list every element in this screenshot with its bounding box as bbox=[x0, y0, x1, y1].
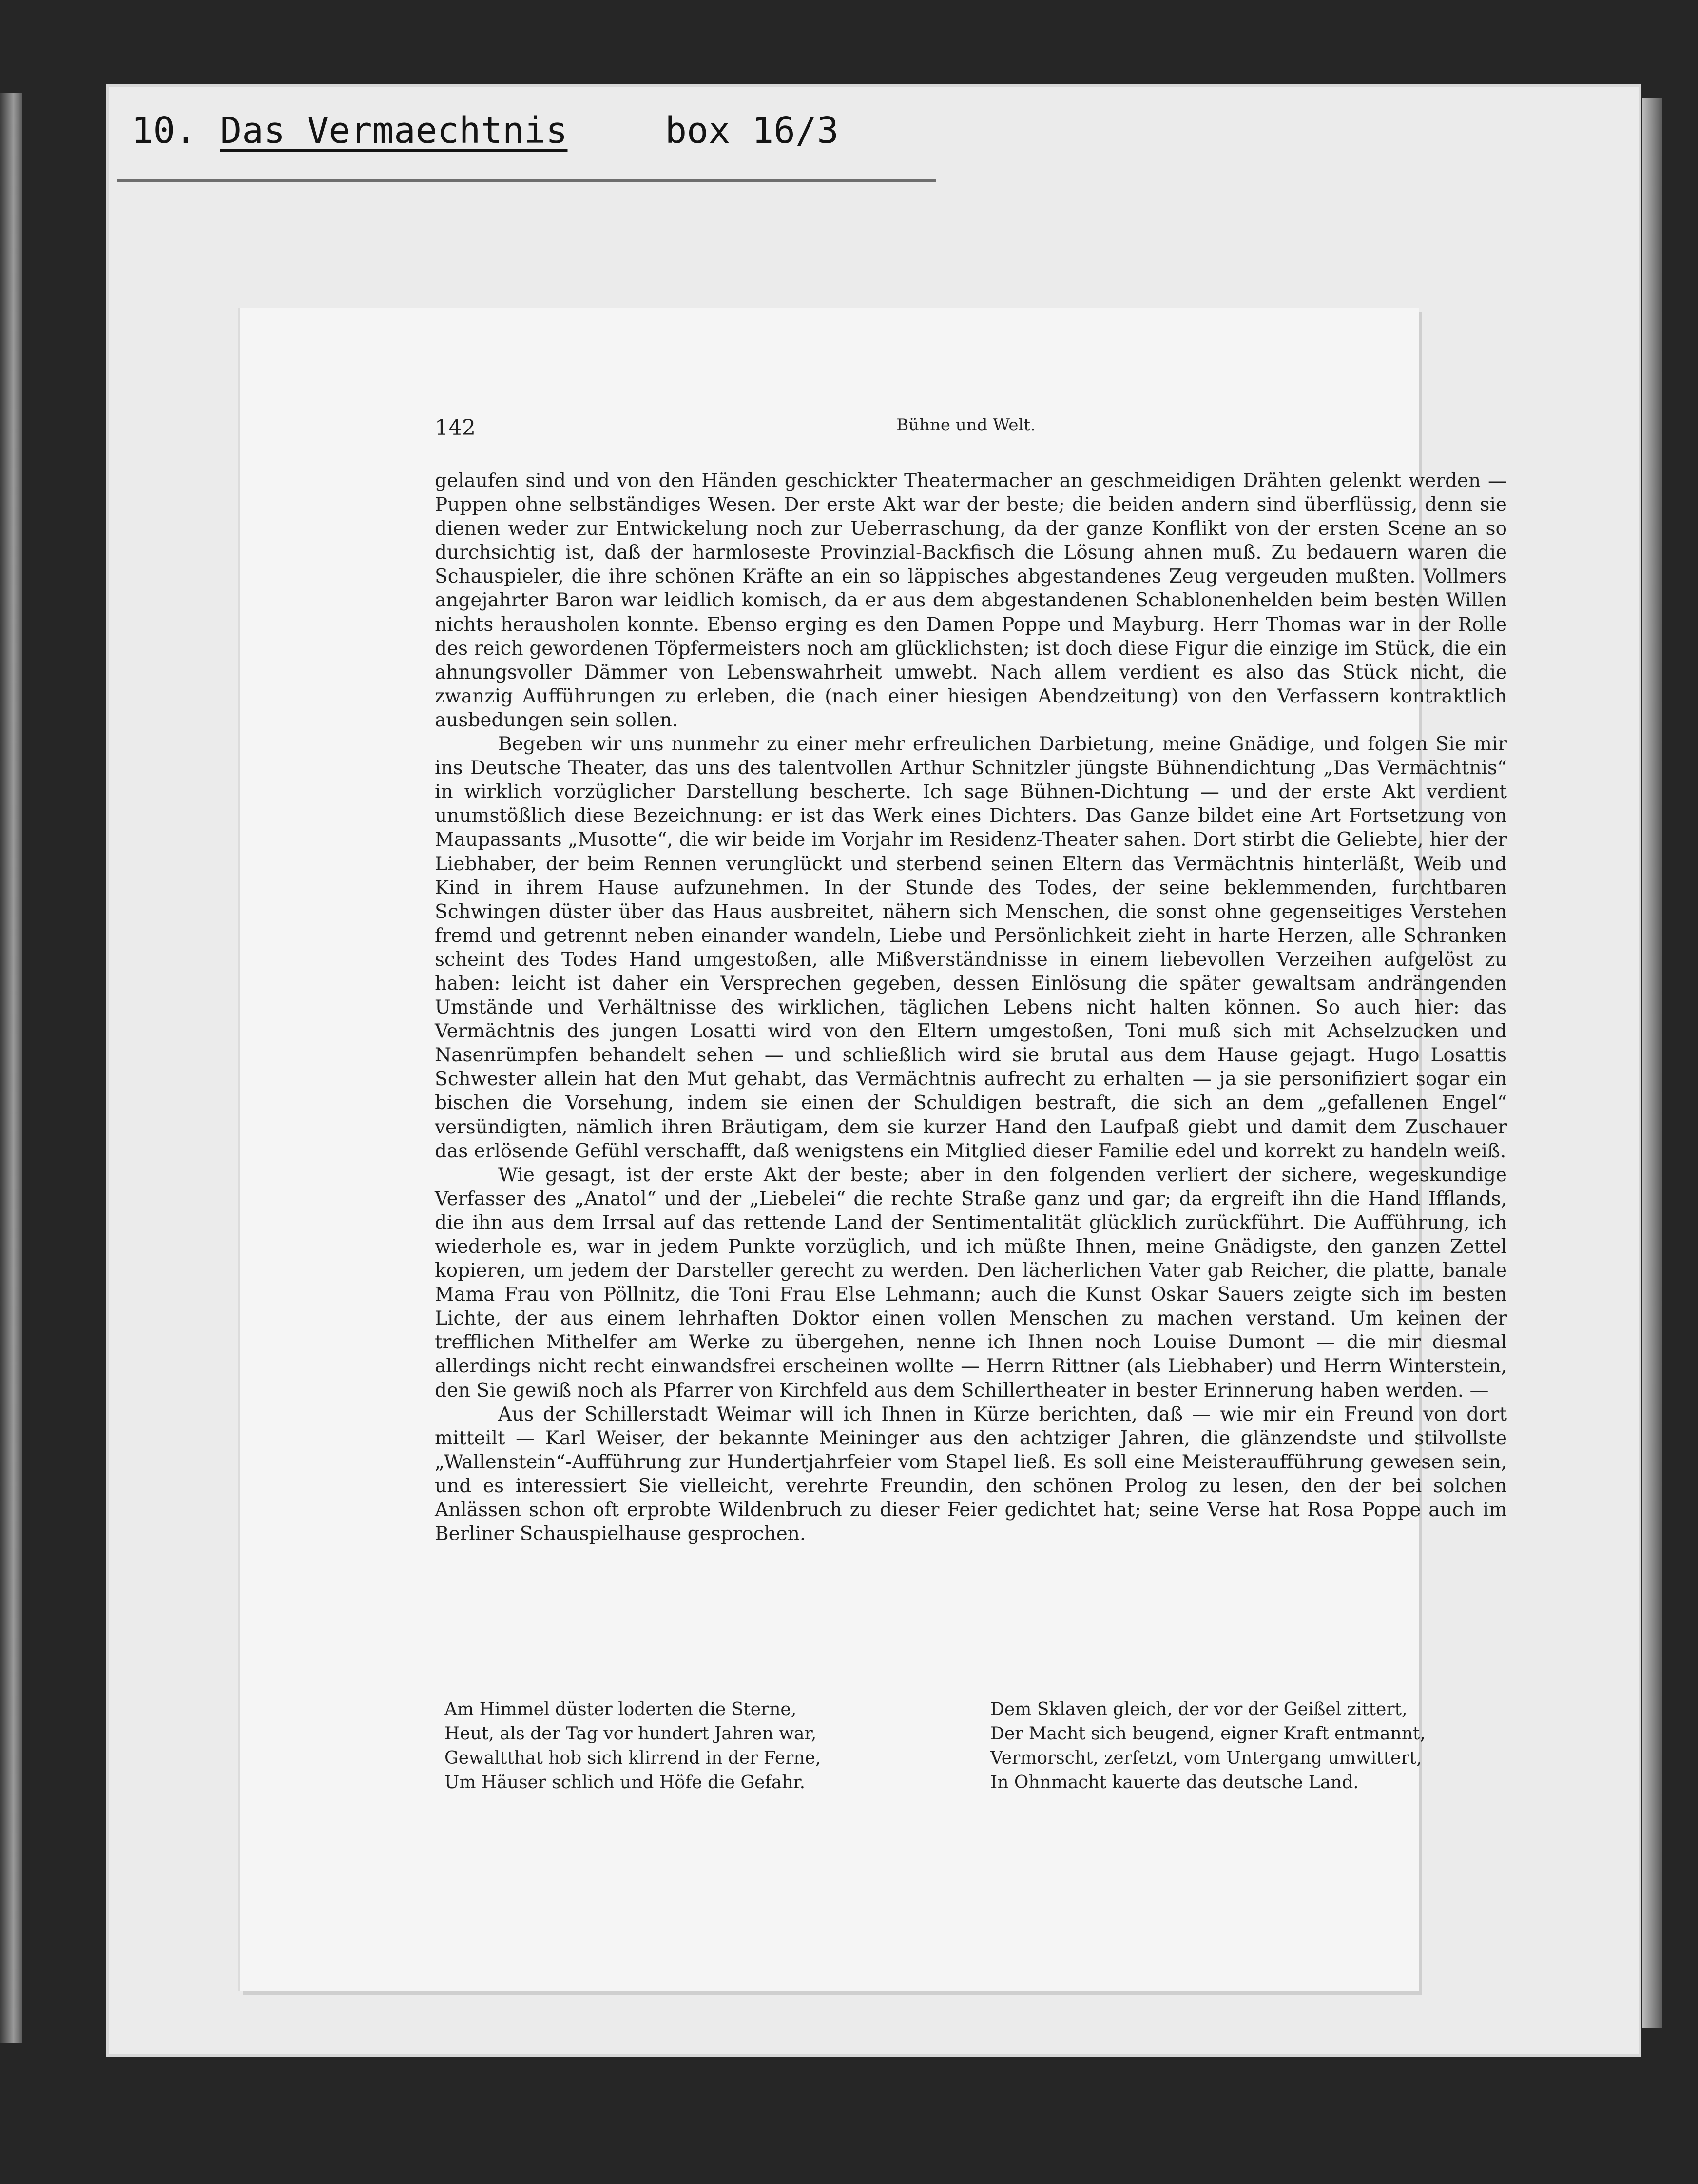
paragraph: Wie gesagt, ist der erste Akt der beste; aber in den folgenden verliert der sichere, wegeskundige Verfasser des „Anatol“ und der „Liebelei“ die rechte Straße ganz und gar; da ergreift ihn die Hand Ifflands, die ihn aus dem Irrsal auf das rettende Land der Sentimentalität glücklich zurückführt. Die Aufführung, ich wiederhole es, war in jedem Punkte vorzüglich, und ich müßte Ihnen, meine Gnädigste, den ganzen Zettel kopieren, um jedem der Darsteller gerecht zu werden. Den lächerlichen Vater gab Reicher, die platte, banale Mama Frau von Pöllnitz, die Toni Frau Else Lehmann; auch die Kunst Oskar Sauers zeigte sich im besten Lichte, der aus einem lehrhaften Doktor einen vollen Menschen zu machen verstand. Um keinen der trefflichen Mithelfer am Werke zu übergehen, nenne ich Ihnen noch Louise Dumont — die mir diesmal allerdings nicht recht einwandsfrei erscheinen wollte — Herrn Rittner (als Liebhaber) und Herrn Winterstein, den Sie gewiß noch als Pfarrer von Kirchfeld aus dem Schillertheater in bester Erinnerung haben werden. — bbox=[435, 1164, 1507, 1402]
paragraph: Begeben wir uns nunmehr zu einer mehr erfreulichen Darbietung, meine Gnädige, und folgen Sie mir ins Deutsche Theater, das uns des talentvollen Arthur Schnitzler jüngste Bühnendichtung „Das Vermächtnis“ in wirklich vorzüglicher Darstellung bescherte. Ich sage Bühnen-Dichtung — und der erste Akt verdient unumstößlich diese Bezeichnung: er ist das Werk eines Dichters. Das Ganze bildet eine Art Fortsetzung von Maupassants „Musotte“, die wir beide im Vorjahr im Residenz-Theater sahen. Dort stirbt die Geliebte, hier der Liebhaber, der beim Rennen verunglückt und sterbend seinen Eltern das Vermächtnis hinterläßt, Weib und Kind in ihrem Hause aufzunehmen. In der Stunde des Todes, der seine beklemmenden, furchtbaren Schwingen düster über das Haus ausbreitet, nähern sich Menschen, die sonst ohne gegenseitiges Verstehen fremd und getrennt neben einander wandeln, Liebe und Persönlichkeit zieht in harte Herzen, alle Schranken scheint des Todes Hand umgestoßen, alle Mißverständnisse in einem liebevollen Verzeihen aufgelöst zu haben: leicht ist daher ein Versprechen gegeben, dessen Einlösung die später gewaltsam andrängenden Umstände und Verhältnisse des wirklichen, täglichen Lebens nicht halten können. So auch hier: das Vermächtnis des jungen Losatti wird von den Eltern umgestoßen, Toni muß sich mit Achselzucken und Nasenrümpfen behandelt sehen — und schließlich wird sie brutal aus dem Hause gejagt. Hugo Losattis Schwester allein hat den Mut gehabt, das Vermächtnis aufrecht zu erhalten — ja sie personifiziert sogar ein bischen die Vorsehung, indem sie einen der Schuldigen bestraft, die sich an dem „gefallenen Engel“ versündigten, nämlich ihren Bräutigam, dem sie kurzer Hand den Laufpaß giebt und damit dem Zuschauer das erlösende Gefühl verschafft, daß wenigstens ein Mitglied dieser Familie edel und korrekt zu handeln weiß. bbox=[435, 733, 1507, 1162]
header-rule bbox=[117, 179, 936, 182]
article-body bbox=[435, 469, 1507, 1546]
running-head bbox=[435, 415, 1497, 445]
folder-edge-shadow bbox=[1642, 98, 1662, 2028]
poem-line: In Ohnmacht kauerte das deutsche Land. bbox=[990, 1773, 1359, 1793]
paragraph: Aus der Schillerstadt Weimar will ich Ihnen in Kürze berichten, daß — wie mir ein Freund von dort mitteilt — Karl Weiser, der bekannte Meininger aus den achtziger Jahren, die glänzendste und stilvollste „Wallenstein“-Aufführung zur Hundertjahrfeier vom Stapel ließ. Es soll eine Meisteraufführung gewesen sein, und es interessiert Sie vielleicht, verehrte Freundin, den schönen Prolog zu lesen, den der bei solchen Anlässen schon oft erprobte Wildenbruch zu dieser Feier gedichtet hat; seine Verse hat Rosa Poppe auch im Berliner Schauspielhause gesprochen. bbox=[435, 1403, 1507, 1545]
poem-line: Heut, als der Tag vor hundert Jahren war, bbox=[444, 1724, 817, 1744]
folder-number: 10. bbox=[132, 110, 197, 152]
folder-title: Das Vermaechtnis bbox=[220, 110, 568, 152]
poem-line: Der Macht sich beugend, eigner Kraft entmannt, bbox=[990, 1724, 1426, 1744]
prolog-poem bbox=[435, 1697, 1507, 1824]
newspaper-clipping bbox=[240, 308, 1507, 1991]
poem-stanza-right bbox=[990, 1697, 1502, 1795]
poem-line: Am Himmel düster loderten die Sterne, bbox=[444, 1699, 797, 1719]
poem-line: Um Häuser schlich und Höfe die Gefahr. bbox=[444, 1773, 806, 1793]
paragraph: gelaufen sind und von den Händen geschickter Theatermacher an geschmeidigen Drähten gelenkt werden — Puppen ohne selbständiges Wesen. Der erste Akt war der beste; die beiden andern sind überflüssig, denn sie dienen weder zur Entwickelung noch zur Ueberraschung, da der ganze Konflikt von der ersten Scene an so durchsichtig ist, daß der harmloseste Provinzial-Backfisch die Lösung ahnen muß. Zu bedauern waren die Schauspieler, die ihre schönen Kräfte an ein so läppisches abgestandenes Zeug vergeuden mußten. Vollmers angejahrter Baron war leidlich komisch, da er aus dem abgestandenen Schablonenhelden beim besten Willen nichts herausholen konnte. Ebenso erging es den Damen Poppe und Mayburg. Herr Thomas war in der Rolle des reich gewordenen Töpfermeisters noch am glücklichsten; ist doch diese Figur die einzige im Stück, die ein ahnungsvoller Dämmer von Lebenswahrheit umwebt. Nach allem verdient es also das Stück nicht, die zwanzig Aufführungen zu erleben, die (nach einer hiesigen Abendzeitung) von den Verfassern kontraktlich ausbedungen sein sollen. bbox=[435, 470, 1507, 731]
adjacent-page-edge bbox=[0, 93, 22, 2043]
poem-line: Dem Sklaven gleich, der vor der Geißel zittert, bbox=[990, 1699, 1408, 1719]
poem-line: Gewaltthat hob sich klirrend in der Ferne, bbox=[444, 1748, 821, 1768]
box-label: box 16/3 bbox=[665, 110, 839, 152]
running-title: Bühne und Welt. bbox=[896, 415, 1036, 435]
poem-stanza-left bbox=[444, 1697, 956, 1795]
archive-header bbox=[132, 110, 839, 163]
poem-line: Vermorscht, zerfetzt, vom Untergang umwittert, bbox=[990, 1748, 1422, 1768]
page-number: 142 bbox=[435, 415, 476, 440]
